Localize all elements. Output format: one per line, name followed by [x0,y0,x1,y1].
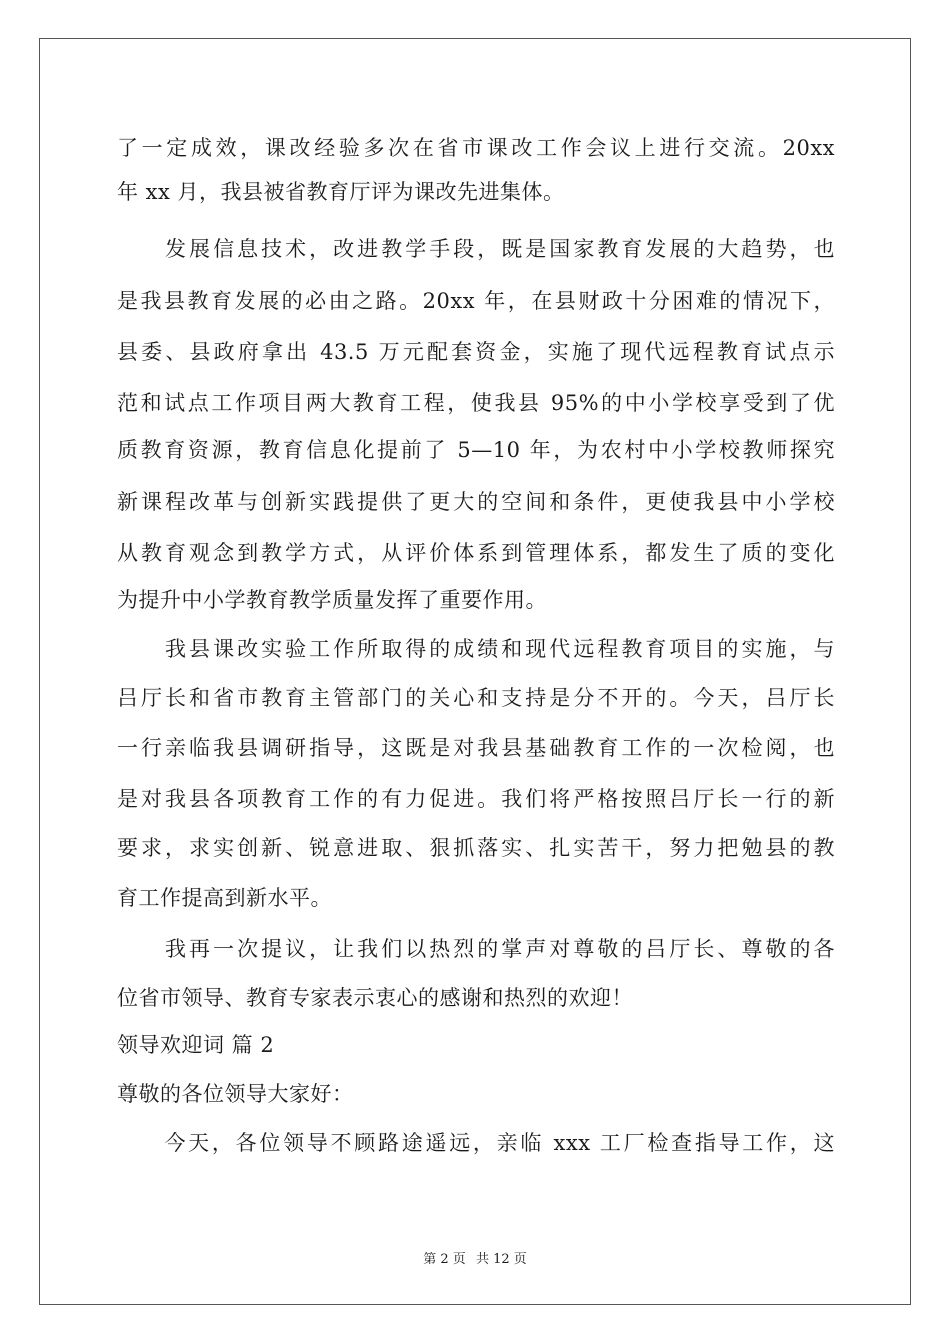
text-line: 县委、县政府拿出 43.5 万元配套资金，实施了现代远程教育试点示 [117,340,835,364]
text-line: 吕厅长和省市教育主管部门的关心和支持是分不开的。今天，吕厅长 [117,686,835,710]
text-line: 是我县教育发展的必由之路。20xx 年，在县财政十分困难的情况下， [117,289,835,313]
text-line: 范和试点工作项目两大教育工程，使我县 95%的中小学校享受到了优 [117,391,835,415]
text-line: 位省市领导、教育专家表示衷心的感谢和热烈的欢迎！ [117,986,633,1010]
text-line: 要求，求实创新、锐意进取、狠抓落实、扎实苦干，努力把勉县的教 [117,836,835,860]
text-line: 发展信息技术，改进教学手段，既是国家教育发展的大趋势，也 [117,237,835,261]
text-line: 我县课改实验工作所取得的成绩和现代远程教育项目的实施，与 [117,637,835,661]
text-line: 是对我县各项教育工作的有力促进。我们将严格按照吕厅长一行的新 [117,787,835,811]
text-line: 新课程改革与创新实践提供了更大的空间和条件，更使我县中小学校 [117,490,835,514]
text-line: 了一定成效，课改经验多次在省市课改工作会议上进行交流。20xx [117,136,835,160]
page-total: 共 12 页 [475,1252,527,1267]
text-line: 我再一次提议，让我们以热烈的掌声对尊敬的吕厅长、尊敬的各 [117,937,835,961]
text-line: 为提升中小学教育教学质量发挥了重要作用。 [117,588,547,612]
page-footer [0,1248,950,1267]
text-line: 今天，各位领导不顾路途遥远，亲临 xxx 工厂检查指导工作，这 [117,1131,835,1155]
salutation: 尊敬的各位领导大家好： [117,1082,354,1106]
text-line: 从教育观念到教学方式，从评价体系到管理体系，都发生了质的变化 [117,541,835,565]
text-line: 质教育资源，教育信息化提前了 5—10 年，为农村中小学校教师探究 [117,438,835,462]
text-line: 年 xx 月，我县被省教育厅评为课改先进集体。 [117,180,565,204]
section-heading: 领导欢迎词 篇 2 [117,1033,275,1057]
page-number: 第 2 页 [423,1252,466,1267]
text-line: 育工作提高到新水平。 [117,886,332,910]
text-line: 一行亲临我县调研指导，这既是对我县基础教育工作的一次检阅，也 [117,736,835,760]
